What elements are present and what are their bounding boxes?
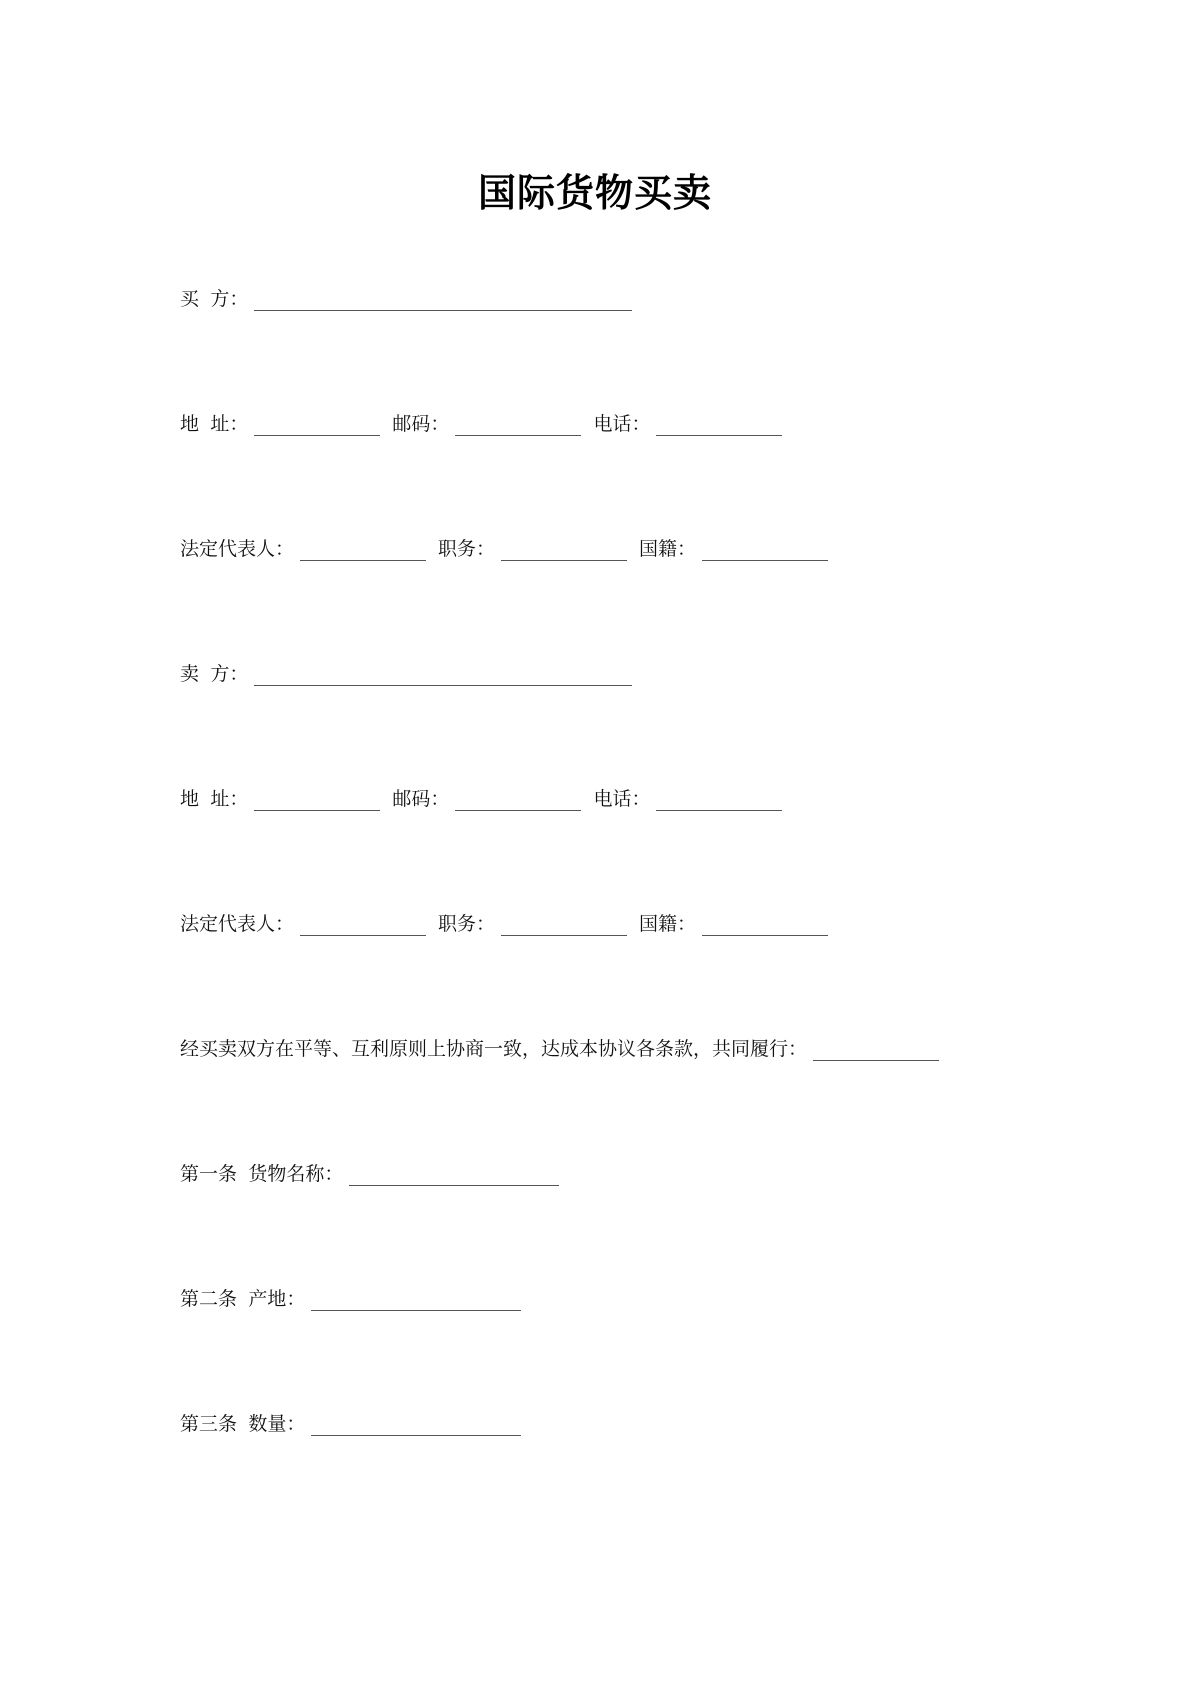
article-3-line <box>180 1412 533 1436</box>
preamble-text: 经买卖双方在平等、互利原则上协商一致，达成本协议各条款，共同履行： <box>180 1038 808 1060</box>
buyer-nationality-label: 国籍： <box>639 538 697 560</box>
seller-address-label-b: 址： <box>210 788 249 810</box>
seller-nationality-field[interactable] <box>702 917 828 936</box>
document-title: 国际货物买卖 <box>477 170 712 215</box>
buyer-postcode-label: 邮码： <box>392 413 450 435</box>
preamble-line <box>180 1037 951 1061</box>
buyer-label-a: 买 <box>180 288 200 310</box>
buyer-legal-rep-label: 法定代表人： <box>180 538 295 560</box>
goods-name-field[interactable] <box>349 1167 559 1186</box>
seller-label-b: 方： <box>210 663 249 685</box>
preamble-field[interactable] <box>813 1042 939 1061</box>
buyer-position-field[interactable] <box>501 542 627 561</box>
buyer-postcode-field[interactable] <box>455 417 581 436</box>
seller-phone-label: 电话： <box>593 788 651 810</box>
article-1-number: 第一条 <box>180 1163 238 1185</box>
seller-legal-rep-field[interactable] <box>300 917 426 936</box>
buyer-address-line <box>180 412 794 436</box>
seller-position-label: 职务： <box>438 913 496 935</box>
buyer-address-label-a: 地 <box>180 413 200 435</box>
seller-legal-rep-line <box>180 912 840 936</box>
article-2-number: 第二条 <box>180 1288 238 1310</box>
seller-label-a: 卖 <box>180 663 200 685</box>
buyer-position-label: 职务： <box>438 538 496 560</box>
buyer-phone-field[interactable] <box>656 417 782 436</box>
article-3-label: 数量： <box>248 1413 306 1435</box>
seller-postcode-field[interactable] <box>455 792 581 811</box>
article-2-line <box>180 1287 533 1311</box>
seller-name-field[interactable] <box>254 667 632 686</box>
origin-field[interactable] <box>311 1292 521 1311</box>
buyer-address-field[interactable] <box>254 417 380 436</box>
seller-address-field[interactable] <box>254 792 380 811</box>
buyer-nationality-field[interactable] <box>702 542 828 561</box>
seller-address-label-a: 地 <box>180 788 200 810</box>
buyer-address-label-b: 址： <box>210 413 249 435</box>
buyer-phone-label: 电话： <box>593 413 651 435</box>
seller-postcode-label: 邮码： <box>392 788 450 810</box>
article-1-label: 货物名称： <box>248 1163 344 1185</box>
seller-position-field[interactable] <box>501 917 627 936</box>
article-3-number: 第三条 <box>180 1413 238 1435</box>
buyer-legal-rep-line <box>180 537 840 561</box>
seller-line <box>180 662 644 686</box>
seller-nationality-label: 国籍： <box>639 913 697 935</box>
buyer-label-b: 方： <box>210 288 249 310</box>
seller-legal-rep-label: 法定代表人： <box>180 913 295 935</box>
article-2-label: 产地： <box>248 1288 306 1310</box>
quantity-field[interactable] <box>311 1417 521 1436</box>
buyer-line <box>180 287 644 311</box>
buyer-name-field[interactable] <box>254 292 632 311</box>
article-1-line <box>180 1162 571 1186</box>
buyer-legal-rep-field[interactable] <box>300 542 426 561</box>
seller-address-line <box>180 787 794 811</box>
seller-phone-field[interactable] <box>656 792 782 811</box>
